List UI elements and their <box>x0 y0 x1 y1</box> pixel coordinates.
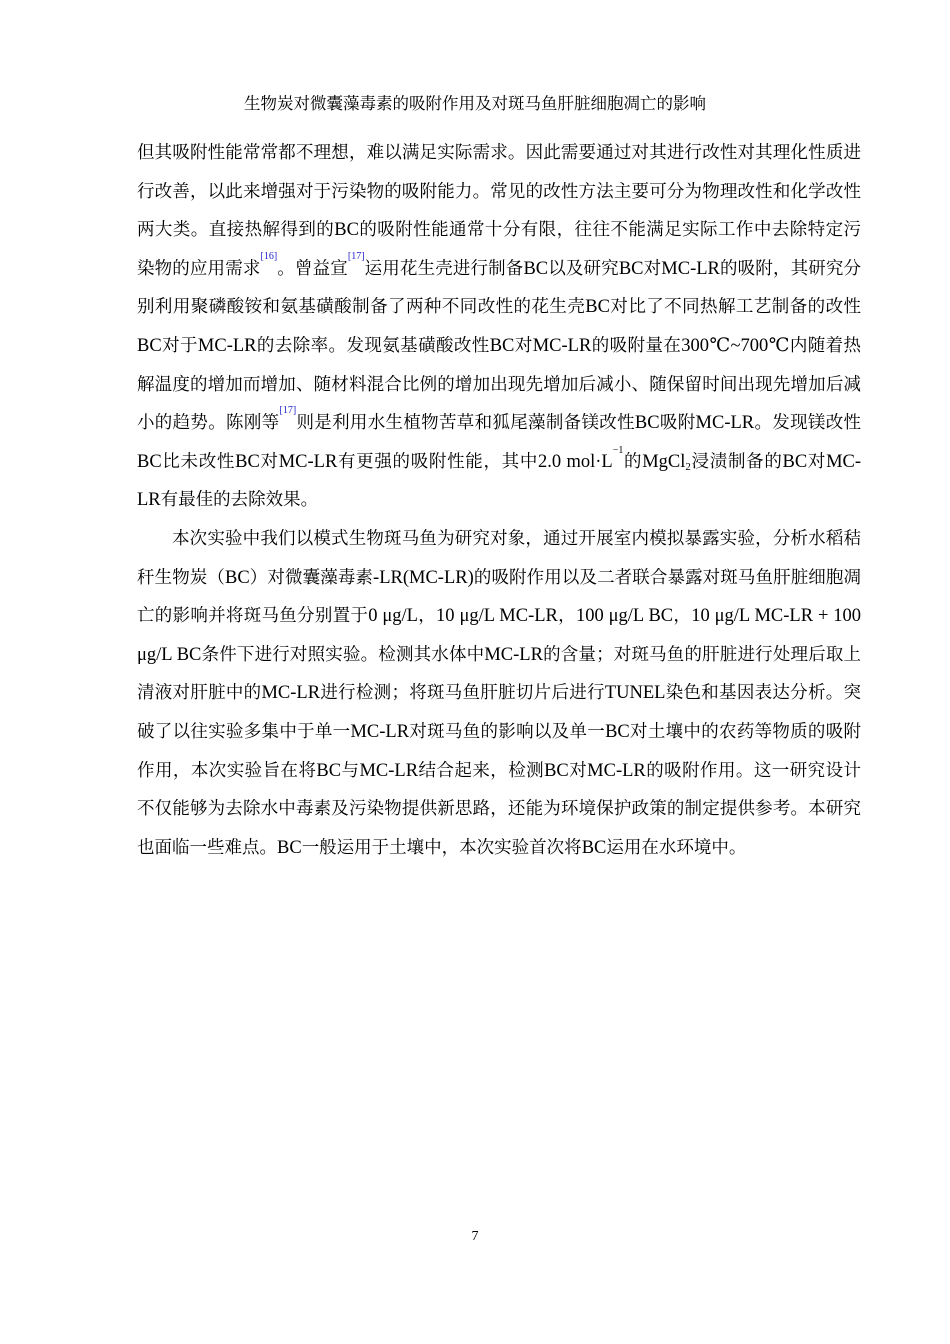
citation-link[interactable]: [17] <box>279 405 297 417</box>
text-run: 则是利用水生植物苦草和狐尾藻制备镁改性 <box>296 413 635 434</box>
text-run: 一般运用于土壤中，本次实验首次将 <box>301 837 582 858</box>
text-run: BC <box>605 721 630 742</box>
text-run: 10 μg/L MC-LR <box>436 606 558 627</box>
text-run: 对 <box>514 335 533 356</box>
text-run: 内随着热解温度的增加而增加、随材料混合比例的增加出现先增加后减小、随保留时间出现先增加后减小的趋势。陈刚等 <box>137 335 862 434</box>
text-run: 运用花生壳进行制备 <box>364 258 524 279</box>
text-run: 的吸附作用。这一研究设计不仅能够为去除水中毒素及污染物提供新思路，还能为环境保护政策的制定提供参考。本研究也面临一些难点。 <box>137 760 862 858</box>
text-run: 对 <box>807 451 827 472</box>
text-run: 。曾益宣 <box>277 258 348 279</box>
text-run: BC <box>618 258 644 279</box>
text-run: TUNEL <box>604 683 666 704</box>
text-run: ）对微囊藻毒素 <box>249 567 374 588</box>
text-run: BC <box>489 335 515 356</box>
text-run: MC-LR <box>587 760 646 781</box>
text-run: 100 μg/L BC <box>575 606 674 627</box>
text-run: -LR(MC-LR) <box>373 567 474 588</box>
text-run: 对 <box>568 760 588 781</box>
text-run: 的吸附作用以及二者联合暴露对斑马鱼肝脏细胞凋亡的影响并将斑马鱼分别置于 <box>137 567 862 627</box>
text-run: 对 <box>643 258 662 279</box>
text-run: 的去除率。发现氨基磺酸改性 <box>256 335 490 356</box>
text-run: BC <box>235 451 260 472</box>
text-run: 10 μg/L MC-LR + 100 μg/L BC <box>137 606 862 665</box>
text-run: 但其吸附性能常常都不理想，难以满足实际需求。因此需要通过对其进行改性对其理化性质进行改善，以此来增强对于污染物的吸附能力。常见的改性方法主要可分为物理改性和化学改性两大类。直接热解得到的 <box>137 143 861 241</box>
text-run: 的 <box>623 451 643 472</box>
text-run: MC-LR <box>532 335 592 356</box>
text-run: 染色和基因表达分析。突破了以往实验多集中于单一 <box>137 683 862 742</box>
text-run: 对斑马鱼的影响以及单一 <box>409 721 606 742</box>
text-run: BC <box>544 760 569 781</box>
text-run: 对于 <box>161 335 198 356</box>
paragraph-2 <box>137 520 861 867</box>
running-header: 生物炭对微囊藻毒素的吸附作用及对斑马鱼肝脏细胞凋亡的影响 <box>244 94 706 113</box>
text-run: 本次实验中我们以模式生物斑马鱼为研究对象，通过开展室内模拟暴露实验，分析水稻秸秆生物炭（ <box>137 528 861 588</box>
text-run: 进行检测；将斑马鱼肝脏切片后进行 <box>320 683 605 704</box>
text-run: 运用在水环境中。 <box>606 837 747 858</box>
text-run: MC-LR <box>350 721 410 742</box>
citation-link[interactable]: [16] <box>260 250 278 262</box>
text-run: MC-LR <box>278 451 338 472</box>
text-run: 的吸附，其研究分别利用聚磷酸铵和氨基磺酸制备了两种不同改性的花生壳 <box>137 258 862 318</box>
text-run: MC-LR <box>661 258 720 279</box>
text-run: 条件下进行对照实验。检测其水体中 <box>201 644 485 665</box>
text-run: ， <box>673 606 692 627</box>
text-run: BC <box>137 451 162 472</box>
text-run: 2.0 mol·L <box>538 451 613 472</box>
text-run: 以及研究 <box>548 258 619 279</box>
text-run: 吸附 <box>659 413 696 434</box>
text-run: BC <box>585 297 610 318</box>
text-run: ， <box>417 606 437 627</box>
text-run: 与 <box>341 760 360 781</box>
text-run: 对比了不同热解工艺制备的改性 <box>609 297 862 318</box>
subscript: 2 <box>685 460 691 473</box>
text-run: MC-LR <box>359 760 419 781</box>
text-run: 对土壤中的农药等物质的吸附作用，本次实验旨在将 <box>137 721 862 781</box>
text-run: BC <box>316 760 342 781</box>
text-run: MC-LR <box>695 413 755 434</box>
text-run: MC-LR <box>484 644 543 665</box>
paragraph-1 <box>137 134 861 520</box>
text-run: 0 μg/L <box>368 606 418 627</box>
text-run: BC <box>137 335 162 356</box>
text-run: 对 <box>259 451 279 472</box>
text-run: BC <box>523 258 549 279</box>
superscript: −1 <box>612 444 624 456</box>
text-run: 的吸附性能通常十分有限，往往不能满足实际工作中去除特定污染物的应用需求 <box>137 220 862 279</box>
text-run: 。发现镁改性 <box>754 413 862 434</box>
text-run: BC <box>225 567 250 588</box>
text-run: MC-LR <box>261 683 321 704</box>
text-run: BC <box>581 837 607 858</box>
text-run: 的含量；对斑马鱼的肝脏进行处理后取上清液对肝脏中的 <box>137 644 862 704</box>
text-run: 有更强的吸附性能，其中 <box>337 451 539 472</box>
text-run: 的吸附量在 <box>591 335 682 356</box>
text-run: 比未改性 <box>161 451 236 472</box>
text-run: 结合起来，检测 <box>418 760 545 781</box>
text-run: MgCl <box>642 451 686 472</box>
text-run: MC-LR <box>197 335 257 356</box>
page-number: 7 <box>471 1229 479 1244</box>
text-run: 浸渍制备的 <box>690 451 783 472</box>
text-run: BC <box>277 837 302 858</box>
text-run: BC <box>782 451 808 472</box>
text-run: BC <box>634 413 660 434</box>
text-run: MC-LR <box>137 451 862 511</box>
text-run: ， <box>557 606 576 627</box>
text-run: BC <box>334 220 359 241</box>
main-body <box>137 134 861 867</box>
header-divider <box>137 120 861 121</box>
text-run: 有最佳的去除效果。 <box>160 490 319 511</box>
citation-link[interactable]: [17] <box>347 250 365 262</box>
text-run: 300℃~700℃ <box>681 335 790 356</box>
